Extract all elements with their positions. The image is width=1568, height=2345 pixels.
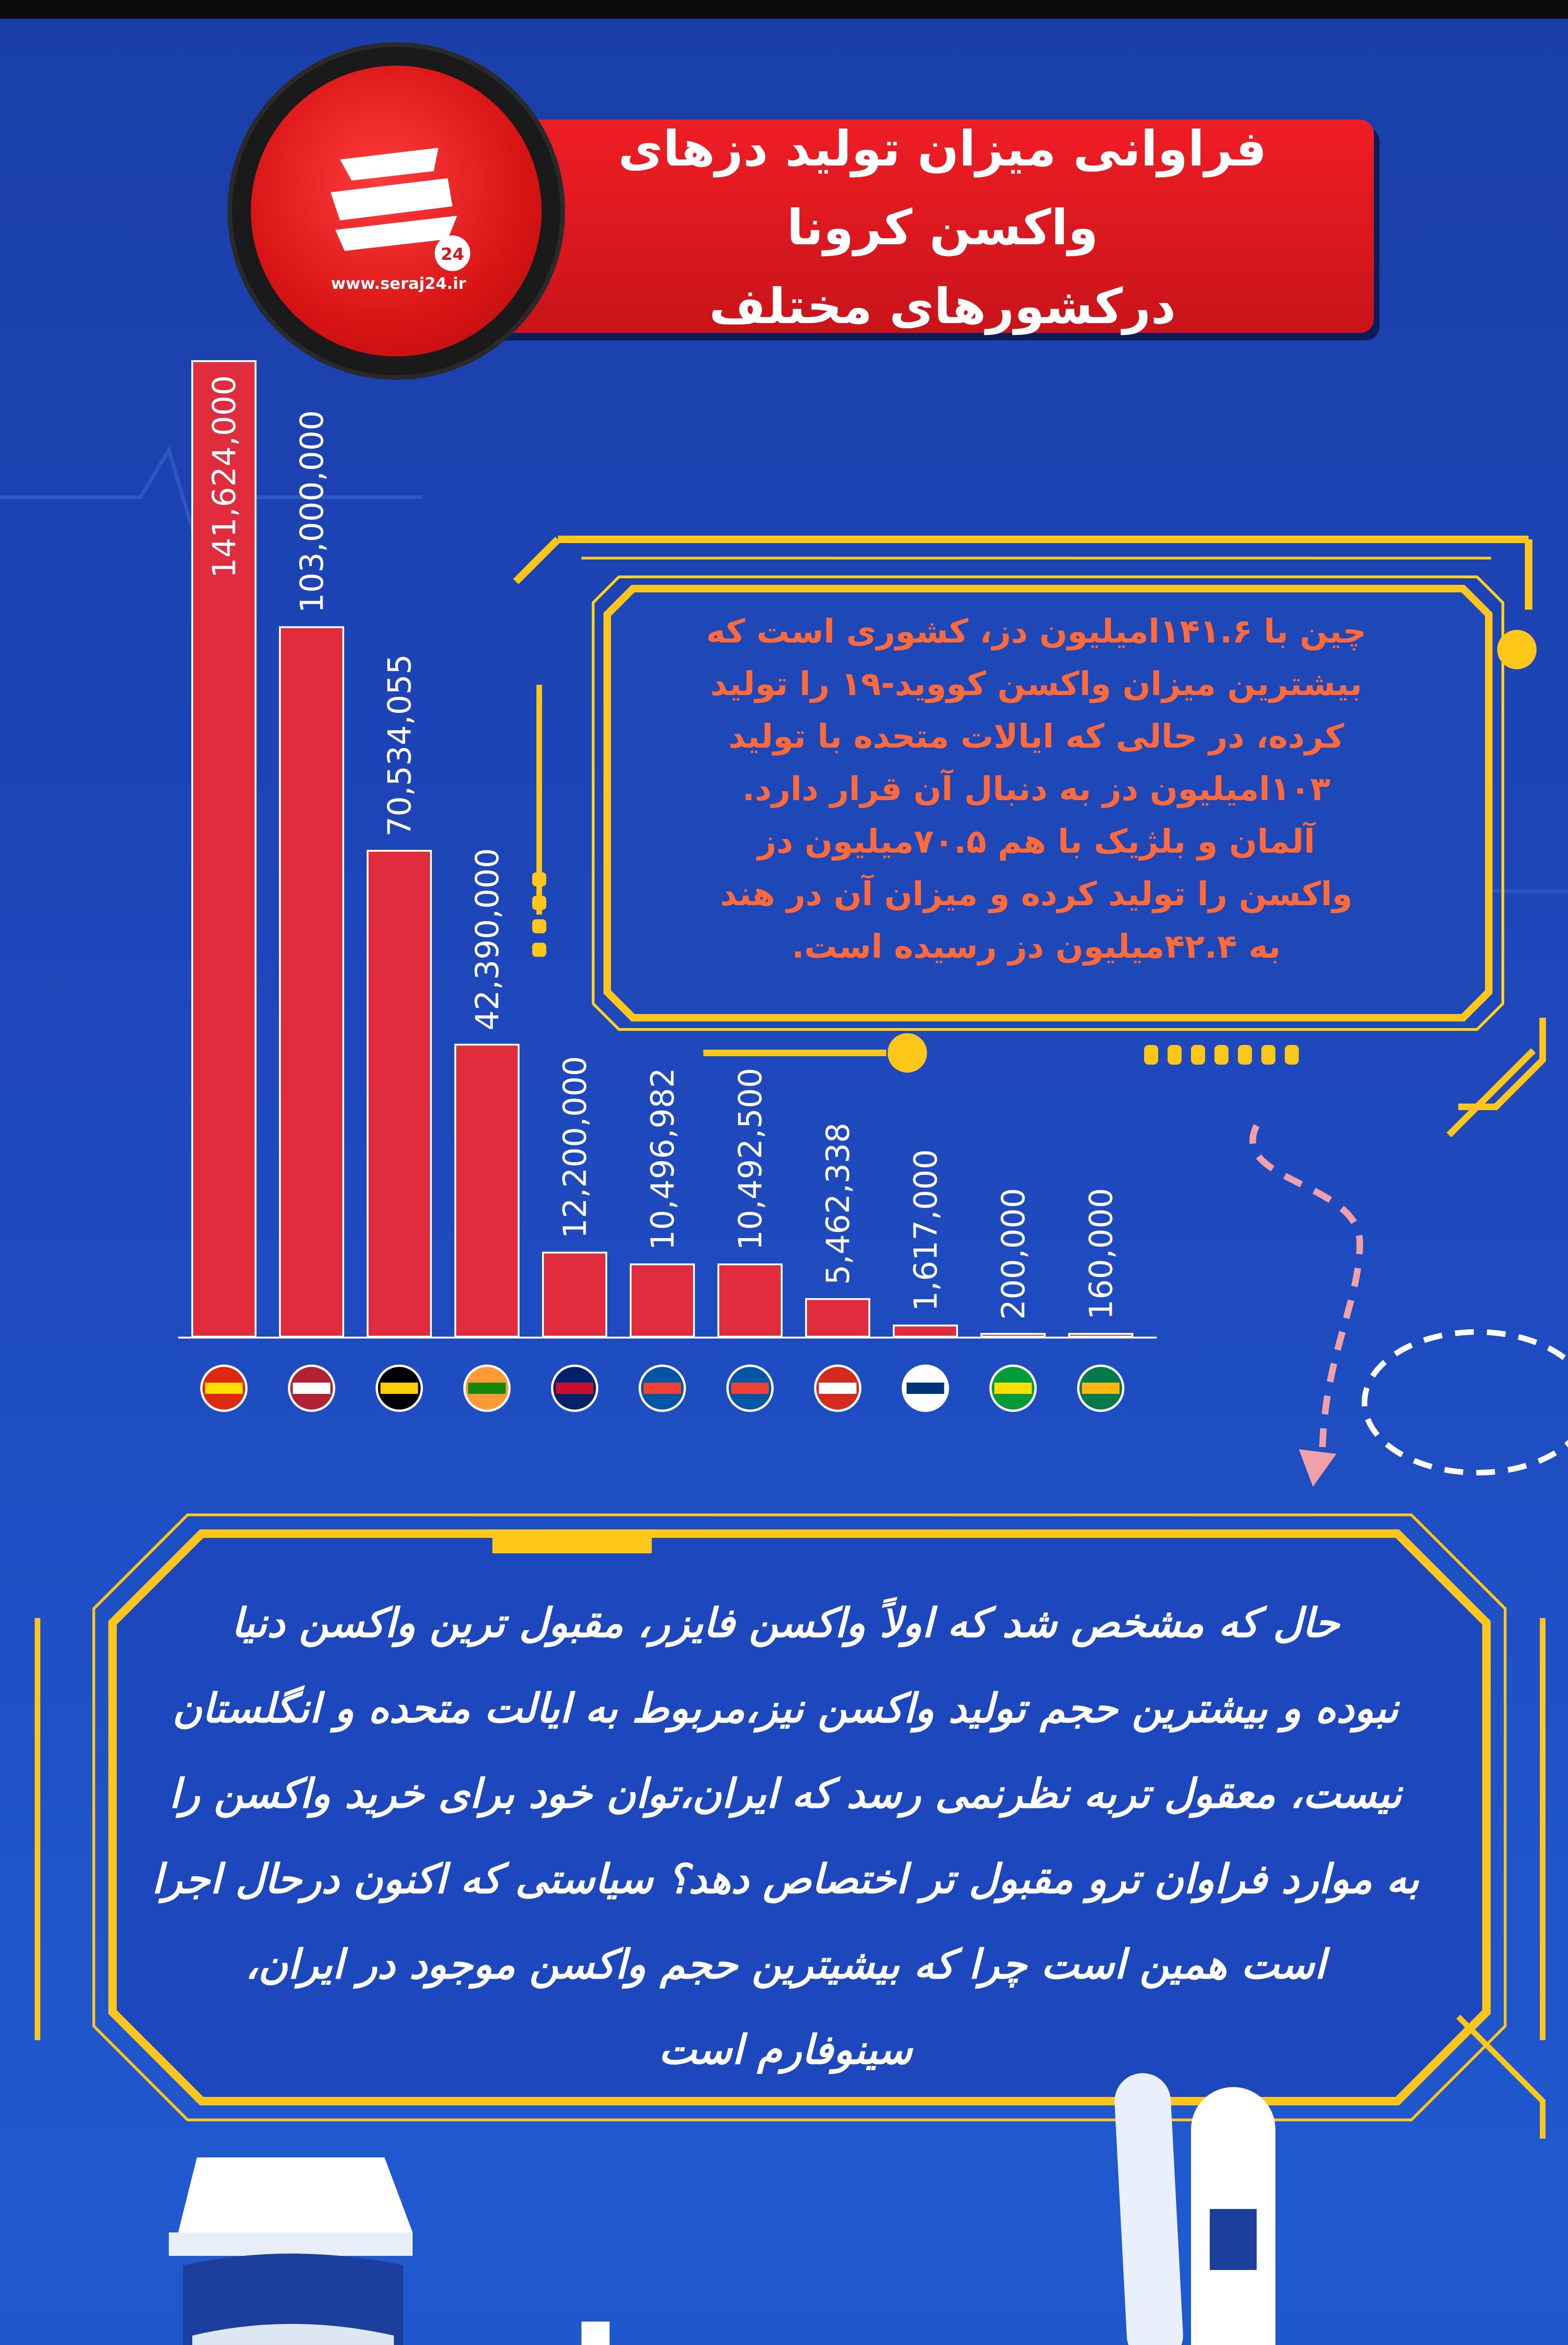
info-box1-text: چین با ۱۴۱.۶امیلیون دز، کشوری است که بیشترین میزان واکسن کووید-۱۹ را تولید کرده، در حالی که ایالات متحده با تولید ۱۰۳امیلیون دز به دنبال آن قرار دارد. آلمان و بلژیک با هم ۷۰.۵میلیون دز واکسن را تولید کرده و میزان آن در هند به ۴۲.۴میلیون دز رسیده است. bbox=[706, 612, 1367, 966]
flag-icon-South-Korea-flag bbox=[903, 1366, 948, 1411]
value-label-4: 12,200,000 bbox=[557, 1056, 594, 1239]
bar-10 bbox=[1069, 1334, 1132, 1337]
value-label-10: 160,000 bbox=[1083, 1188, 1120, 1320]
bar-2 bbox=[368, 851, 431, 1337]
title-line-1: فراوانی میزان تولید دزهای واکسن کرونا bbox=[618, 120, 1267, 256]
flag-icon-South-Africa-flag bbox=[1078, 1366, 1123, 1411]
value-label-9: 200,000 bbox=[995, 1188, 1033, 1320]
flag-icon-Brazil-flag bbox=[991, 1366, 1036, 1411]
page-title bbox=[530, 120, 1355, 335]
value-label-5: 10,496,982 bbox=[644, 1067, 682, 1250]
value-label-8: 1,617,000 bbox=[907, 1149, 945, 1312]
flag-icon-China-flag bbox=[202, 1366, 247, 1411]
bar-5 bbox=[631, 1264, 694, 1337]
value-label-3: 42,390,000 bbox=[469, 848, 506, 1031]
flag-icon-UK-flag bbox=[552, 1366, 597, 1411]
bar-9 bbox=[981, 1334, 1045, 1337]
logo-mark-icon bbox=[251, 66, 542, 356]
flag-icon-Germany-Belgium-flag bbox=[377, 1366, 422, 1411]
bar-6 bbox=[718, 1264, 782, 1337]
flag-icon-USA-flag bbox=[289, 1366, 334, 1411]
bar-8 bbox=[894, 1325, 957, 1337]
value-label-2: 70,534,055 bbox=[381, 654, 419, 837]
site-logo bbox=[251, 66, 542, 356]
logo-url: www.seraj24.ir bbox=[331, 274, 467, 293]
title-line-2: درکشورهای مختلف bbox=[709, 278, 1176, 335]
value-label-1: 103,000,000 bbox=[294, 410, 331, 613]
bar-7 bbox=[806, 1299, 869, 1337]
value-label-0: 141,624,000 bbox=[206, 375, 243, 578]
flag-icon-Switzerland-flag bbox=[815, 1366, 860, 1411]
flag-icon-France-flag bbox=[728, 1366, 773, 1411]
flag-icon-India-flag bbox=[465, 1366, 510, 1411]
bar-1 bbox=[280, 627, 343, 1337]
bar-4 bbox=[543, 1253, 606, 1337]
logo-badge: 24 bbox=[440, 245, 465, 264]
value-label-7: 5,462,338 bbox=[820, 1122, 857, 1285]
medical-illustration bbox=[19, 2072, 1510, 2345]
value-label-6: 10,492,500 bbox=[732, 1067, 769, 1250]
info-box2-text: حال که مشخص شد که اولاً واکسن فایزر، مقبول ترین واکسن دنیا نبوده و بیشترین حجم تولید واکسن نیز،مربوط به ایالت متحده و انگلستان نیست، معقول تربه نظرنمی رسد که ایران،توان خود برای خرید واکسن را به موارد فراوان ترو مقبول تر اختصاص دهد؟ سیاستی که اکنون درحال اجرا است همین است چرا که بیشیترین حجم واکسن موجود در ایران، سینوفارم است bbox=[151, 1599, 1419, 2073]
bar-3 bbox=[455, 1044, 519, 1337]
flags-group bbox=[202, 1366, 1123, 1411]
flag-icon-France-Germany-flag bbox=[640, 1366, 685, 1411]
